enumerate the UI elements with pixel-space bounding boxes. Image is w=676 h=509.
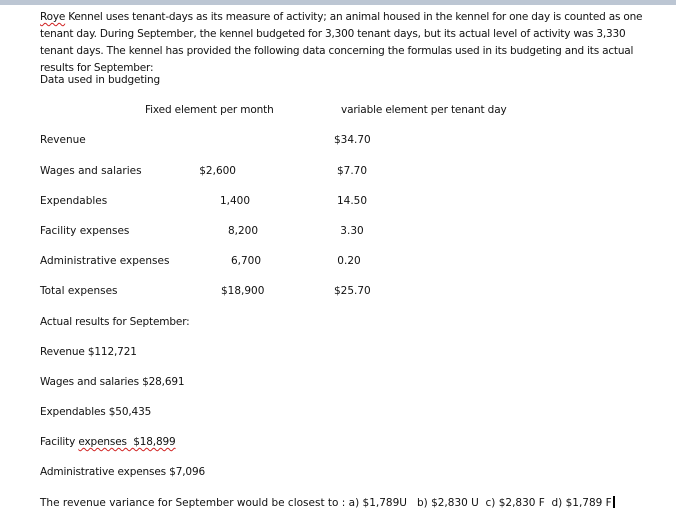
fixed-administrative: 6,700 <box>230 255 261 267</box>
actual-facility-prefix: Facility <box>40 436 79 448</box>
actual-revenue: Revenue $112,721 <box>40 346 137 358</box>
actual-administrative: Administrative expenses $7,096 <box>40 466 206 478</box>
fixed-facility: 8,200 <box>227 225 258 237</box>
actual-expendables: Expendables $50,435 <box>40 406 152 418</box>
variable-wages: $7.70 <box>336 165 368 177</box>
question-line <box>40 496 615 509</box>
spellcheck-phrase: expenses $18,899 <box>78 436 176 448</box>
spellcheck-word: Roye <box>40 11 66 23</box>
intro-paragraph <box>40 9 660 77</box>
question-text: The revenue variance for September would be closest to : a) $1,789U b) $2,830 U c) $2,830 F d) $1,789 F <box>40 497 612 509</box>
variable-column-header: variable element per tenant day <box>341 104 507 116</box>
budget-heading: Data used in budgeting <box>40 74 161 86</box>
row-label-total: Total expenses <box>40 285 118 297</box>
fixed-wages: $2,600 <box>199 165 236 177</box>
actual-heading: Actual results for September: <box>40 316 190 328</box>
variable-total: $25.70 <box>334 285 371 297</box>
row-label-facility: Facility expenses <box>40 225 130 237</box>
row-label-wages: Wages and salaries <box>40 165 142 177</box>
fixed-column-header: Fixed element per month <box>145 104 274 116</box>
variable-administrative: 0.20 <box>337 255 361 267</box>
variable-facility: 3.30 <box>340 225 364 237</box>
row-label-expendables: Expendables <box>40 195 108 207</box>
row-label-revenue: Revenue <box>40 134 86 146</box>
fixed-expendables: 1,400 <box>219 195 250 207</box>
variable-expendables: 14.50 <box>336 195 368 207</box>
text-cursor <box>613 496 615 508</box>
fixed-total: $18,900 <box>221 285 265 297</box>
actual-facility <box>40 436 176 448</box>
window-top-border <box>0 0 676 5</box>
actual-wages: Wages and salaries $28,691 <box>40 376 185 388</box>
intro-text: Kennel uses tenant-days as its measure of activity; an animal housed in the kennel for one day is counted as one tenant day. During September, the kennel budgeted for 3,300 tenant days, but its actual level of activity was 3,330 tenant days. The kennel has provided the following data concerning the formulas used in its budgeting and its actual results for September: <box>40 11 643 74</box>
variable-revenue: $34.70 <box>334 134 371 146</box>
row-label-administrative: Administrative expenses <box>40 255 170 267</box>
